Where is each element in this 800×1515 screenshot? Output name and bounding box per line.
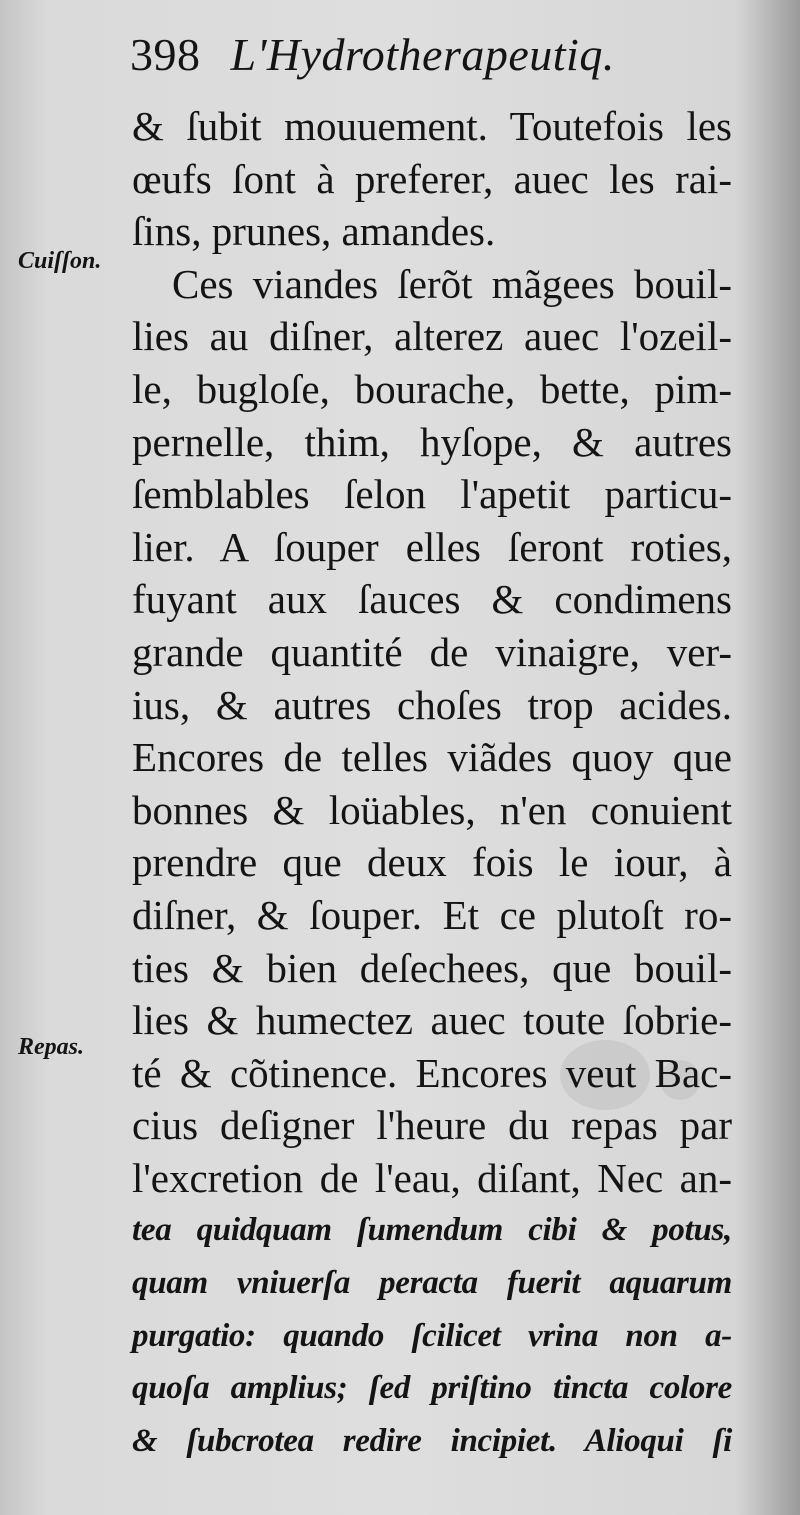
text-line: ſins, prunes, amandes. — [132, 208, 496, 255]
page-number: 398 — [130, 29, 201, 80]
latin-quote-line: purgatio: quando ſcilicet vrina non a- — [132, 1317, 732, 1354]
text-line: Ces viandes ſerõt mãgees bouil- — [172, 260, 732, 307]
text-line: le, bugloſe, bourache, bette, pim- — [132, 365, 732, 412]
text-line: l'excretion de l'eau, diſant, Nec an- — [132, 1154, 732, 1201]
text-line: té & cõtinence. Encores veut Bac- — [132, 1049, 732, 1096]
text-line: pernelle, thim, hyſope, & autres — [132, 418, 732, 465]
text-line: lies & humectez auec toute ſobrie- — [132, 997, 732, 1044]
text-line: ſemblables ſelon l'apetit particu- — [132, 471, 732, 518]
text-line: diſner, & ſouper. Et ce plutoſt ro- — [132, 891, 732, 938]
margin-note-repas: Repas. — [18, 1034, 84, 1060]
text-line: prendre que deux fois le iour, à — [132, 839, 732, 886]
text-line: ius, & autres choſes trop acides. — [132, 681, 732, 728]
latin-quote-line: & ſubcrotea redire incipiet. Alioqui ſi — [132, 1422, 732, 1459]
text-line: ties & bien deſechees, que bouil- — [132, 944, 732, 991]
margin-note-cuisson: Cuiſſon. — [18, 248, 102, 274]
latin-quote-line: quoſa amplius; ſed priſtino tincta colore — [132, 1370, 732, 1407]
latin-quote-line: tea quidquam ſumendum cibi & potus, — [132, 1212, 732, 1249]
latin-quote-line: quam vniuerſa peracta fuerit aquarum — [132, 1265, 732, 1302]
text-line: Encores de telles viãdes quoy que — [132, 734, 732, 781]
body-text — [132, 100, 732, 1467]
text-line: lier. A ſouper elles ſeront roties, — [132, 523, 732, 570]
text-line: œufs ſont à preferer, auec les rai- — [132, 155, 732, 202]
text-line: cius deſigner l'heure du repas par — [132, 1102, 732, 1149]
page-header — [130, 28, 615, 81]
text-line: & ſubit mouuement. Toutefois les — [132, 103, 732, 149]
running-title: L'Hydrotherapeutiq. — [230, 29, 615, 80]
text-line: fuyant aux ſauces & condimens — [132, 576, 732, 623]
text-line: bonnes & loüables, n'en conuient — [132, 786, 732, 833]
text-line: lies au diſner, alterez auec l'ozeil- — [132, 313, 732, 360]
text-line: grande quantité de vinaigre, ver- — [132, 628, 732, 675]
